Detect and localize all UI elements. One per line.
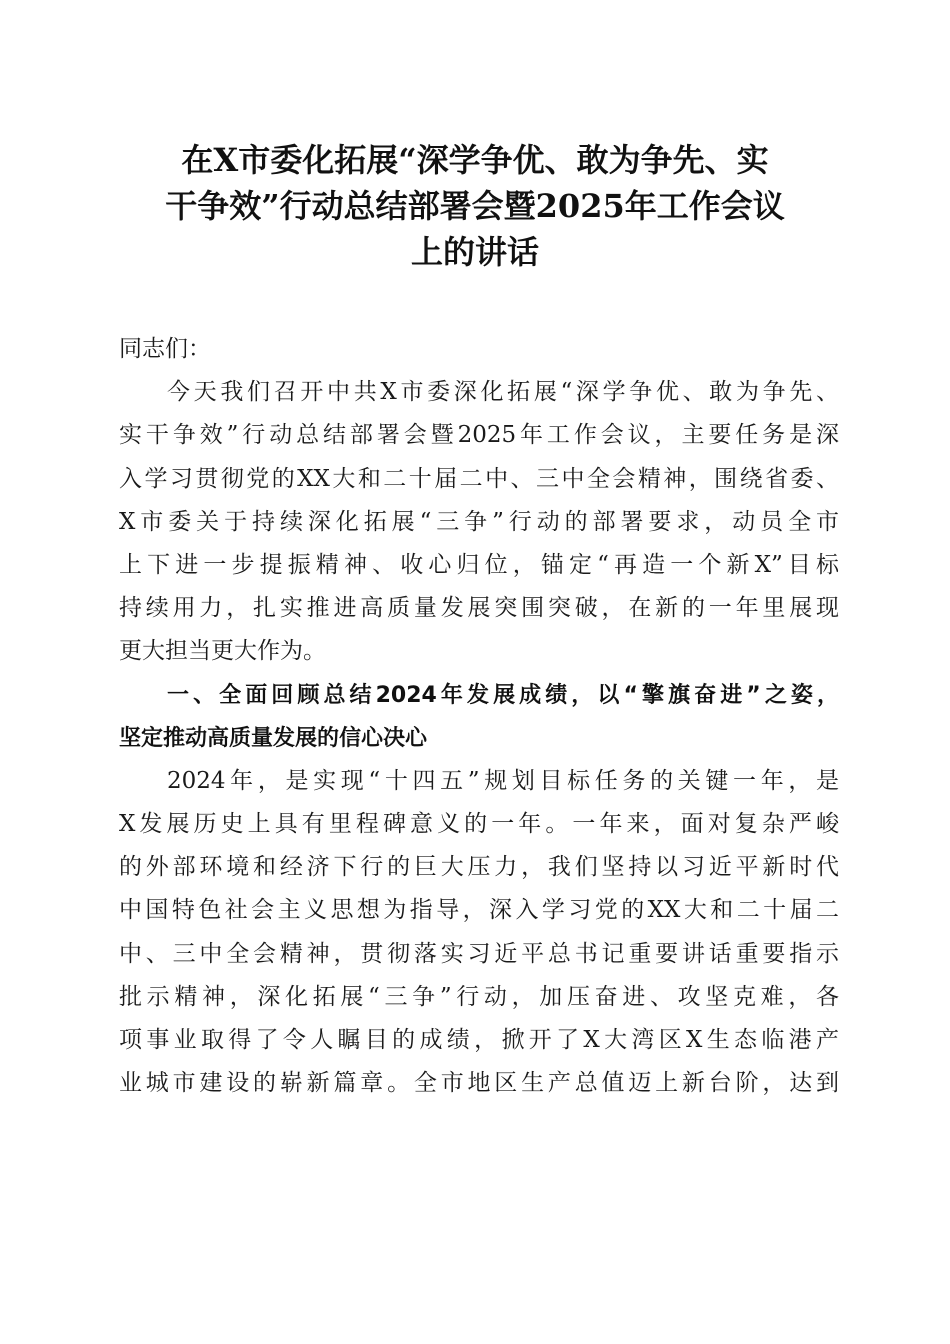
paragraph-line: 持续用力，扎实推进高质量发展突围突破，在新的一年里展现	[119, 595, 839, 622]
paragraph-line: 2024年，是实现“十四五”规划目标任务的关键一年，是	[167, 767, 839, 794]
paragraph-line: 业城市建设的崭新篇章。全市地区生产总值迈上新台阶，达到	[119, 1070, 839, 1097]
paragraph-line: 入学习贯彻党的XX大和二十届二中、三中全会精神，围绕省委、	[119, 465, 839, 492]
paragraph-line: 更大担当更大作为。	[119, 638, 326, 665]
paragraph-line: X市委关于持续深化拓展“三争”行动的部署要求，动员全市	[119, 508, 839, 535]
paragraph-intro	[119, 371, 839, 673]
section-heading	[119, 674, 839, 760]
paragraph-line: 中国特色社会主义思想为指导，深入学习党的XX大和二十届二	[119, 897, 839, 924]
title-line: 上的讲话	[410, 233, 539, 271]
document-body	[119, 328, 839, 1105]
paragraph-line: 的外部环境和经济下行的巨大压力，我们坚持以习近平新时代	[119, 854, 839, 881]
paragraph-line: 今天我们召开中共X市委深化拓展“深学争优、敢为争先、	[167, 379, 839, 406]
paragraph-line: X发展历史上具有里程碑意义的一年。一年来，面对复杂严峻	[119, 811, 839, 838]
paragraph-line: 实干争效”行动总结部署会暨2025年工作会议，主要任务是深	[119, 422, 839, 449]
heading-line: 一、全面回顾总结2024年发展成绩，以“擎旗奋进”之姿，	[167, 682, 839, 708]
salutation: 同志们：	[119, 336, 211, 362]
paragraph-line: 上下进一步提振精神、收心归位，锚定“再造一个新X”目标	[119, 551, 839, 578]
title-line: 在X市委化拓展“深学争优、敢为争先、实	[181, 141, 769, 179]
heading-line: 坚定推动高质量发展的信心决心	[119, 725, 428, 751]
paragraph-line: 中、三中全会精神，贯彻落实习近平总书记重要讲话重要指示	[119, 940, 839, 967]
page-title	[110, 137, 840, 275]
paragraph-line: 批示精神，深化拓展“三争”行动，加压奋进、攻坚克难，各	[119, 983, 839, 1010]
title-line: 干争效”行动总结部署会暨2025年工作会议	[165, 187, 785, 225]
paragraph-line: 项事业取得了令人瞩目的成绩，掀开了X大湾区X生态临港产	[119, 1027, 839, 1053]
paragraph-review	[119, 760, 839, 1106]
